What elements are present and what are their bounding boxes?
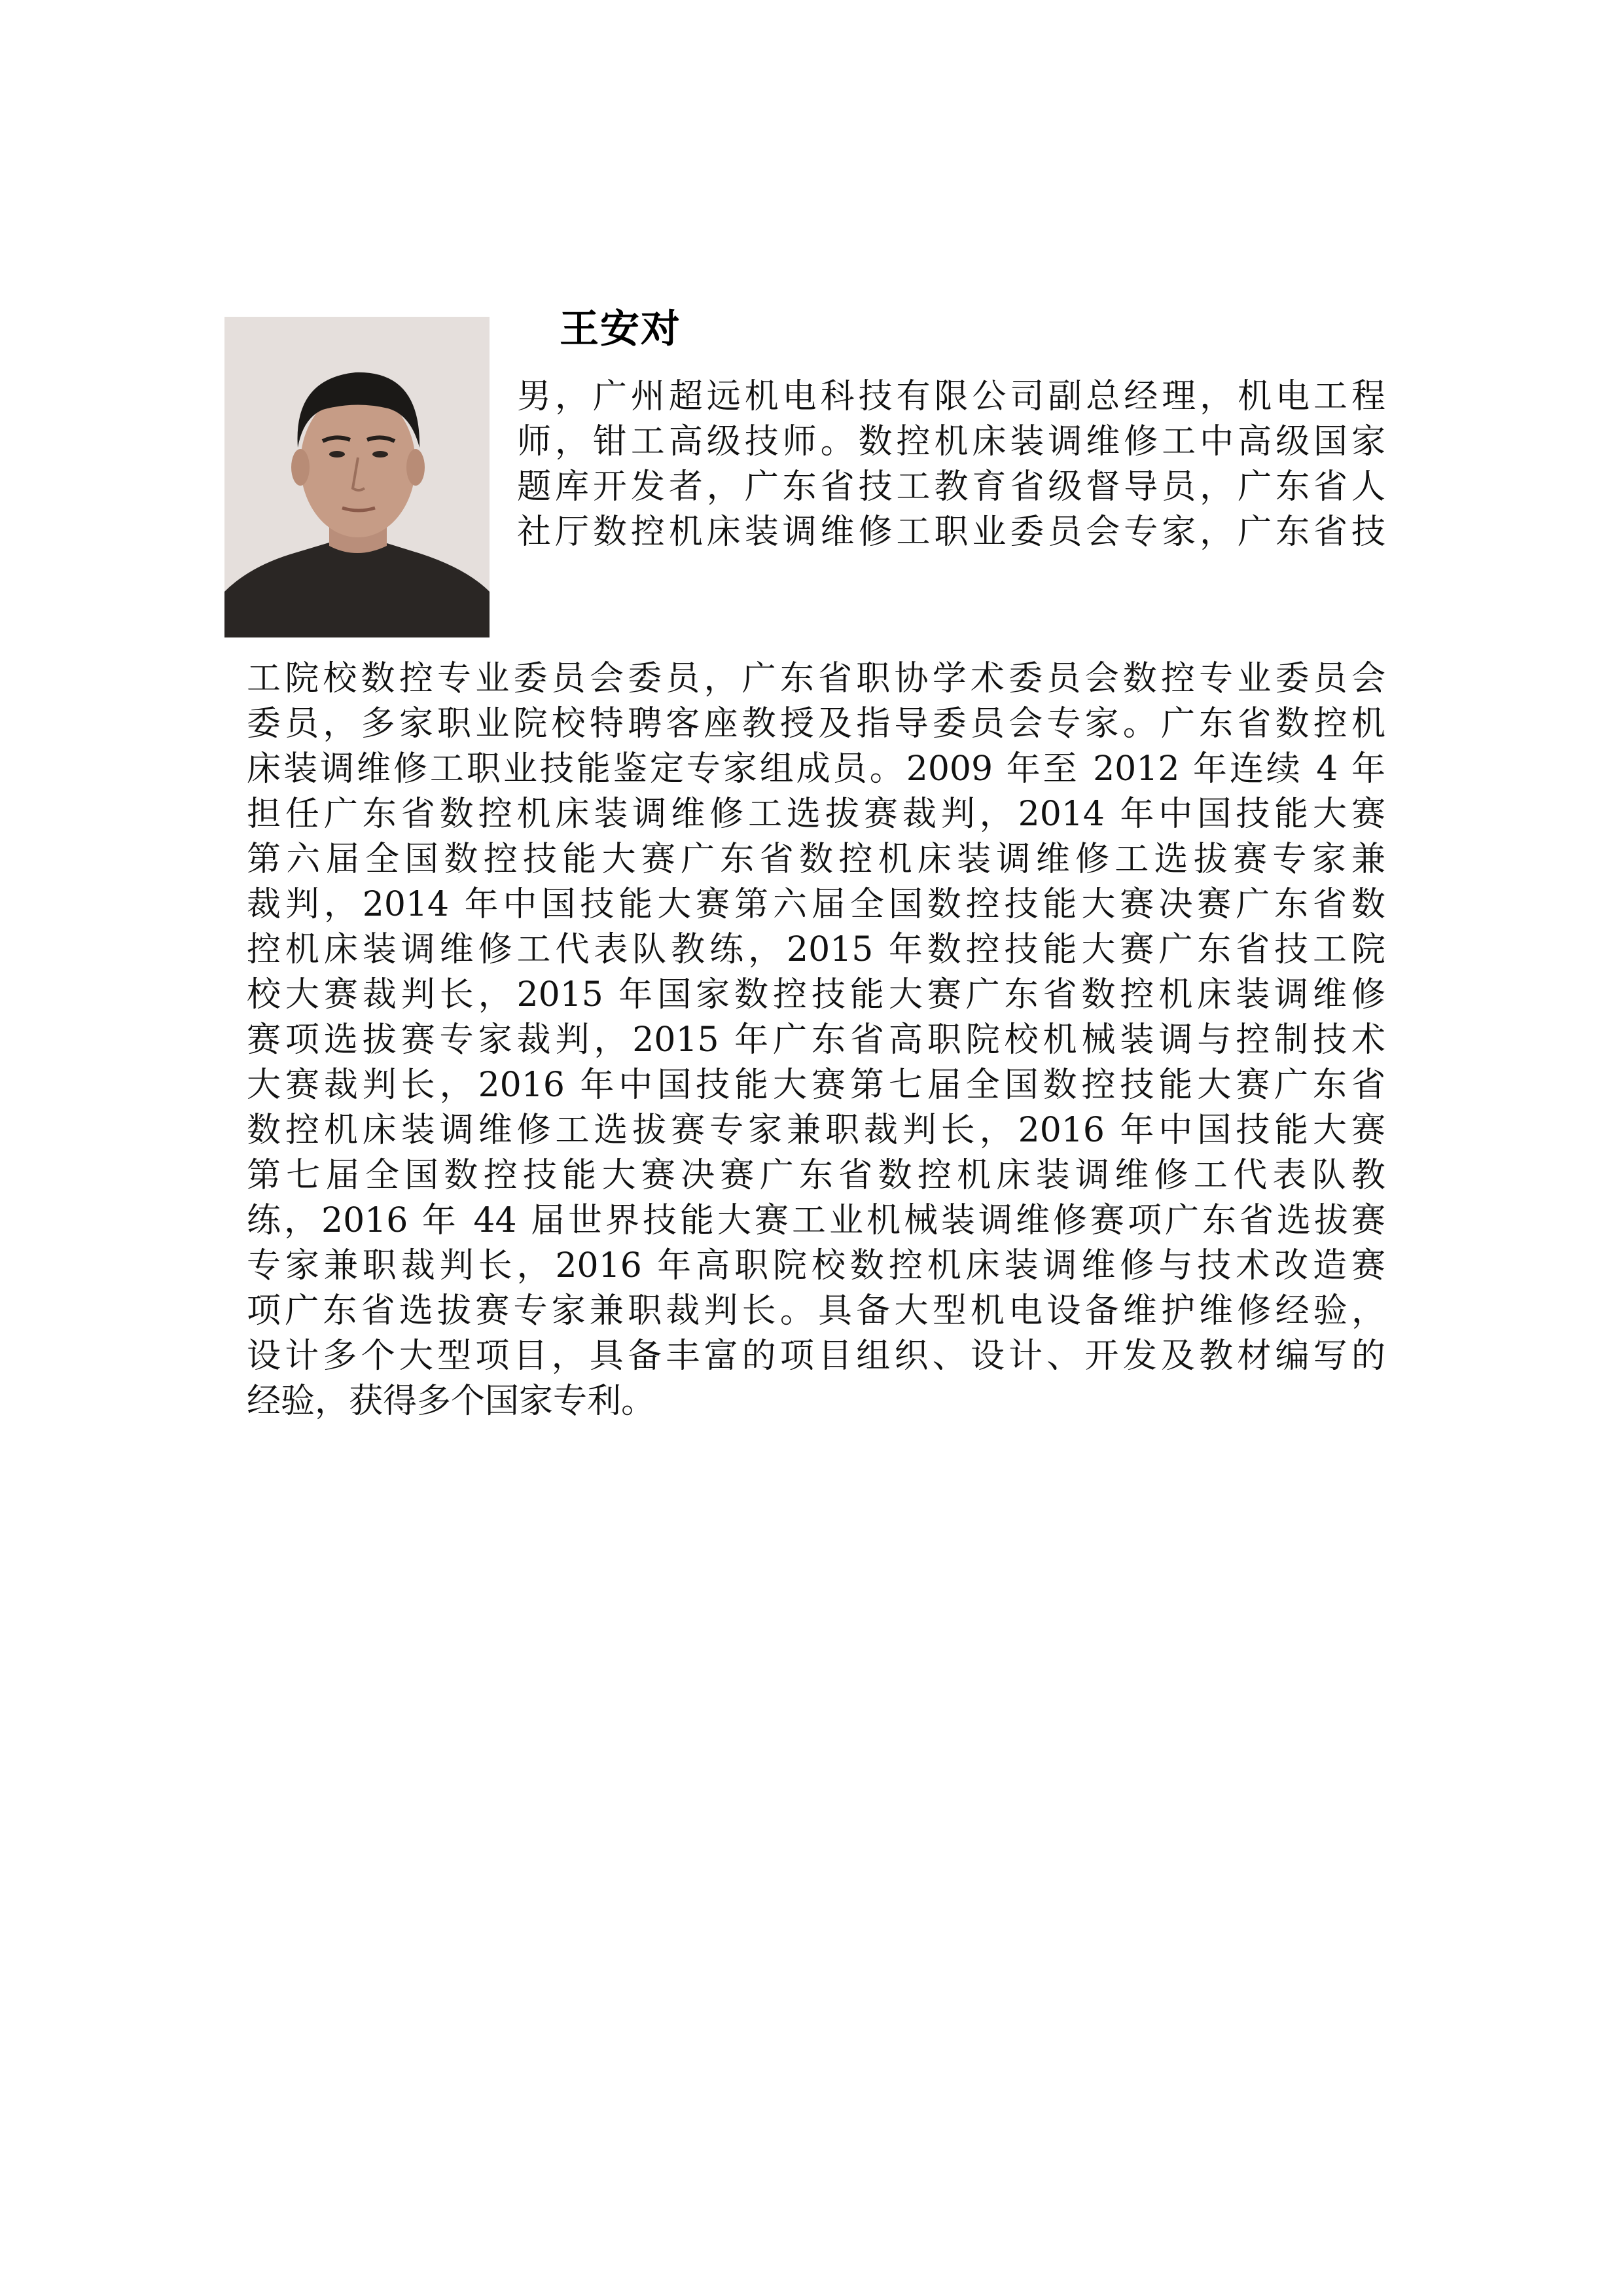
bio-line: 第六届全国数控技能大赛广东省数控机床装调维修工选拔赛专家兼 bbox=[247, 840, 1385, 879]
bio-full-width bbox=[247, 656, 1385, 1424]
person-name: 王安对 bbox=[560, 306, 681, 352]
bio-line: 第七届全国数控技能大赛决赛广东省数控机床装调维修工代表队教 bbox=[247, 1156, 1385, 1195]
bio-beside-photo bbox=[517, 374, 1385, 555]
bio-line: 师，钳工高级技师。数控机床装调维修工中高级国家 bbox=[517, 422, 1385, 461]
bio-line: 数控机床装调维修工选拔赛专家兼职裁判长，2016 年中国技能大赛 bbox=[247, 1111, 1385, 1150]
bio-line: 委员，多家职业院校特聘客座教授及指导委员会专家。广东省数控机 bbox=[247, 704, 1385, 744]
bio-line: 大赛裁判长，2016 年中国技能大赛第七届全国数控技能大赛广东省 bbox=[247, 1066, 1385, 1105]
portrait-photo-icon bbox=[224, 317, 490, 637]
bio-line: 校大赛裁判长，2015 年国家数控技能大赛广东省数控机床装调维修 bbox=[247, 975, 1385, 1014]
bio-line: 裁判，2014 年中国技能大赛第六届全国数控技能大赛决赛广东省数 bbox=[247, 885, 1385, 924]
bio-line: 专家兼职裁判长，2016 年高职院校数控机床装调维修与技术改造赛 bbox=[247, 1246, 1385, 1285]
bio-line: 设计多个大型项目，具备丰富的项目组织、设计、开发及教材编写的 bbox=[247, 1336, 1385, 1376]
bio-line: 社厅数控机床装调维修工职业委员会专家，广东省技 bbox=[517, 512, 1385, 552]
bio-line: 题库开发者，广东省技工教育省级督导员，广东省人 bbox=[517, 467, 1385, 507]
bio-line: 项广东省选拔赛专家兼职裁判长。具备大型机电设备维护维修经验， bbox=[247, 1291, 1385, 1331]
bio-line: 工院校数控专业委员会委员，广东省职协学术委员会数控专业委员会 bbox=[247, 659, 1385, 698]
bio-line: 练，2016 年 44 届世界技能大赛工业机械装调维修赛项广东省选拔赛 bbox=[247, 1201, 1385, 1240]
bio-line: 床装调维修工职业技能鉴定专家组成员。2009 年至 2012 年连续 4 年 bbox=[247, 749, 1385, 789]
bio-line: 赛项选拔赛专家裁判，2015 年广东省高职院校机械装调与控制技术 bbox=[247, 1020, 1385, 1060]
bio-line: 担任广东省数控机床装调维修工选拔赛裁判，2014 年中国技能大赛 bbox=[247, 795, 1385, 834]
bio-line: 控机床装调维修工代表队教练，2015 年数控技能大赛广东省技工院 bbox=[247, 930, 1385, 969]
bio-line: 男，广州超远机电科技有限公司副总经理，机电工程 bbox=[517, 377, 1385, 416]
bio-line: 经验，获得多个国家专利。 bbox=[247, 1382, 656, 1421]
